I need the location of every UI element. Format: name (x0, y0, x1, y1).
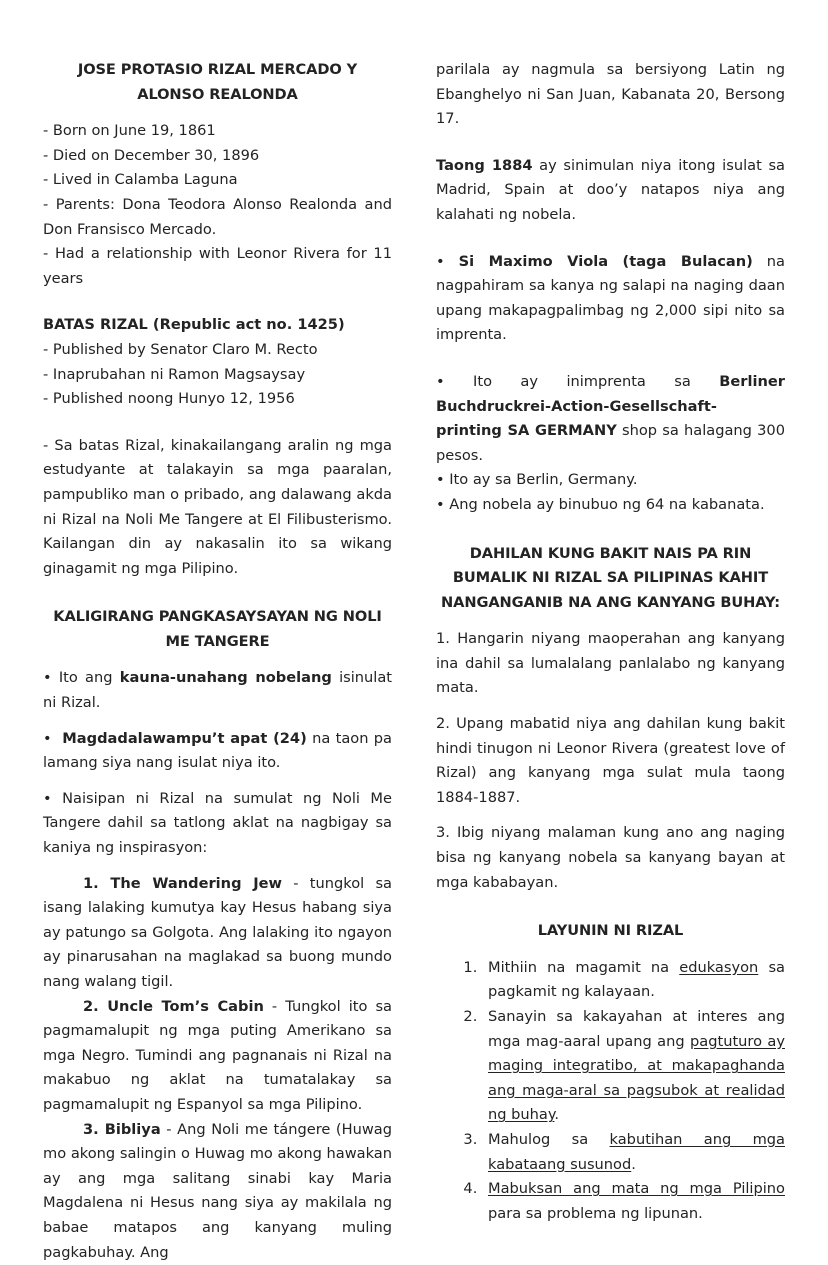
bullet-text-pre: Ito ang (58, 669, 120, 687)
dahilan-item-3: 3. Ibig niyang malaman kung ano ang naging bisa ng kanyang nobela sa kanyang bayan at mga kababayan. (436, 824, 785, 891)
bio-line-died: - Died on December 30, 1896 (43, 146, 260, 164)
bullet-marker: • (436, 372, 445, 390)
printing-text-post: shop sa halagang 300 pesos. (436, 422, 785, 464)
spacer (436, 518, 785, 542)
dahilan-item-1: 1. Hangarin niyang maoperahan ang kanyang ina dahil sa lumalalang panlalabo ng kanyang mata. (436, 630, 785, 697)
batas-rizal-paragraph: - Sa batas Rizal, kinakailangang aralin ng mga estudyante at talakayin sa mga paaralan, pampubliko man o pribado, ang dalawang akda ni Rizal na Noli Me Tangere at El Filibusterismo. Kailangan din ay nakasalin ito sa wikang ginagamit ng mga Pilipino. (43, 436, 392, 577)
bullet-berlin-germany: • Ito ay sa Berlin, Germany. (436, 471, 638, 489)
layunin-text-pre: Mithiin na magamit na (488, 958, 680, 976)
layunin-underlined: kabutihan ang mga kabataang susunod (488, 1130, 786, 1173)
bullet-marker: • (43, 669, 52, 687)
layunin-text-pre: Mahulog sa (488, 1130, 610, 1148)
right-column (436, 58, 785, 1265)
spacer (43, 861, 392, 872)
layunin-text-post: para sa problema ng lipunan. (488, 1204, 703, 1222)
list-item (482, 1177, 785, 1226)
book-description: - Tungkol ito sa pagmamalupit ng mga puting Amerikano sa mga Negro. Tumindi ang pagnanais ni Rizal na makabuo ng aklat na tumatalakay sa pagmamalupit ng Espanyol sa mga Pilipino. (43, 997, 393, 1113)
spacer (43, 716, 392, 727)
bio-line-born: - Born on June 19, 1861 (43, 122, 216, 140)
book-title-bold: 2. Uncle Tom’s Cabin (83, 997, 264, 1015)
batas-line-published-date: - Published noong Hunyo 12, 1956 (43, 390, 295, 408)
layunin-text-post: . (631, 1155, 636, 1173)
bullet-marker: • (436, 252, 445, 270)
spacer (436, 348, 785, 370)
printing-press-name-bold: Berliner Buchdruckrei-Action-Gesellschaft- (436, 372, 785, 415)
bullet-marker: • (43, 789, 52, 807)
spacer (43, 412, 392, 434)
layunin-underlined: pagtuturo ay maging integratibo, at makapaghanda ang maga-aral sa pagsubok at realidad ng buhay (488, 1032, 785, 1124)
two-column-layout (43, 58, 785, 1265)
batas-rizal-heading: BATAS RIZAL (Republic act no. 1425) (43, 316, 345, 334)
viola-text: na nagpahiram sa kanya ng salapi na naging daan upang makapagpalimbag ng 2,000 sipi nito sa imprenta. (436, 252, 786, 344)
spacer (43, 581, 392, 605)
viola-name-bold: Si Maximo Viola (taga Bulacan) (458, 252, 753, 270)
spacer (43, 776, 392, 787)
spacer (436, 810, 785, 821)
dahilan-item-2: 2. Upang mabatid niya ang dahilan kung bakit hindi tinugon ni Leonor Rivera (greatest love of Rizal) ang kanyang mga sulat mula taong 1884-1887. (436, 715, 785, 806)
bullet-marker: • (43, 729, 52, 747)
book-description: - Ang Noli me tángere (Huwag mo akong salingin o Huwag mo akong hawakan ay ang mga salitang sinabi kay Maria Magdalena ni Hesus nang siya ay makilala ng babae matapos ang kanyang muling pagkabuhay. Ang (43, 1120, 392, 1261)
batas-line-published-by: - Published by Senator Claro M. Recto (43, 340, 318, 358)
spacer (436, 132, 785, 154)
paragraph-taong-1884 (436, 154, 785, 228)
continuation-paragraph: parilala ay nagmula sa bersiyong Latin ng Ebanghelyo ni San Juan, Kabanata 20, Bersong 17. (436, 61, 785, 128)
layunin-underlined: edukasyon (679, 958, 759, 976)
layunin-text-post: . (554, 1106, 560, 1124)
year-bold: Taong 1884 (436, 156, 533, 174)
layunin-list (436, 956, 785, 1227)
bullet-text-post: na taon pa lamang siya nang isulat niya ito. (43, 729, 392, 772)
bio-line-lived: - Lived in Calamba Laguna (43, 171, 238, 189)
book-item-uncle-toms-cabin (43, 995, 392, 1118)
bio-line-parents: - Parents: Dona Teodora Alonso Realonda and Don Fransisco Mercado. (43, 195, 392, 238)
bullet-text-post: isinulat ni Rizal. (43, 669, 392, 712)
bullet-maximo-viola (436, 250, 785, 348)
kaligirang-heading: KALIGIRANG PANGKASAYSAYAN NG NOLI ME TANGERE (53, 608, 382, 650)
bullet-first-novel (43, 666, 392, 715)
list-item (482, 956, 785, 1005)
bullet-text-bold: Magdadalawampu’t apat (24) (62, 729, 307, 747)
page-title: JOSE PROTASIO RIZAL MERCADO Y ALONSO REALONDA (77, 61, 358, 103)
left-column (43, 58, 392, 1265)
layunin-heading: LAYUNIN NI RIZAL (537, 922, 684, 940)
batas-line-approved-by: - Inaprubahan ni Ramon Magsaysay (43, 365, 306, 383)
bio-line-relationship: - Had a relationship with Leonor Rivera for 11 years (43, 245, 392, 287)
layunin-underlined: Mabuksan ang mata ng mga Pilipino (488, 1180, 785, 1198)
year-text: ay sinimulan niya itong isulat sa Madrid, Spain at doo’y natapos niya ang kalahati ng nobela. (436, 156, 785, 223)
layunin-text-pre: Sanayin sa kakayahan at interes ang mga mag-aaral upang ang (488, 1008, 785, 1050)
spacer (436, 895, 785, 919)
bullet-age-24 (43, 727, 392, 776)
list-item (482, 1005, 785, 1128)
spacer (43, 291, 392, 313)
bullet-text-bold: kauna-unahang nobelang (119, 669, 332, 687)
printing-country-bold: printing SA GERMANY (436, 422, 617, 440)
bullet-three-books (43, 787, 392, 861)
bullet-text: Naisipan ni Rizal na sumulat ng Noli Me Tangere dahil sa tatlong aklat na nagbigay sa kaniya ng inspirasyon: (43, 789, 392, 857)
layunin-text-post: sa pagkamit ng kalayaan. (488, 958, 785, 1001)
book-item-bibliya (43, 1118, 392, 1265)
bullet-chapter-count: • Ang nobela ay binubuo ng 64 na kabanata. (436, 495, 765, 513)
dahilan-heading: DAHILAN KUNG BAKIT NAIS PA RIN BUMALIK NI RIZAL SA PILIPINAS KAHIT NANGANGANIB NA ANG KANYANG BUHAY: (441, 544, 780, 611)
list-item (482, 1128, 785, 1177)
book-description: - tungkol sa isang lalaking kumutya kay Hesus habang siya ay patungo sa Golgota. Ang lalaking ito ngayon ay pinarusahan na maglakad sa buong mundo nang walang tigil. (43, 874, 392, 990)
book-item-wandering-jew (43, 872, 392, 995)
spacer (436, 701, 785, 712)
printing-text-pre: Ito ay inimprenta sa (473, 372, 720, 390)
book-title-bold: 3. Bibliya (83, 1120, 161, 1138)
bullet-printing-press (436, 370, 785, 468)
spacer (436, 228, 785, 250)
book-title-bold: 1. The Wandering Jew (83, 874, 283, 892)
